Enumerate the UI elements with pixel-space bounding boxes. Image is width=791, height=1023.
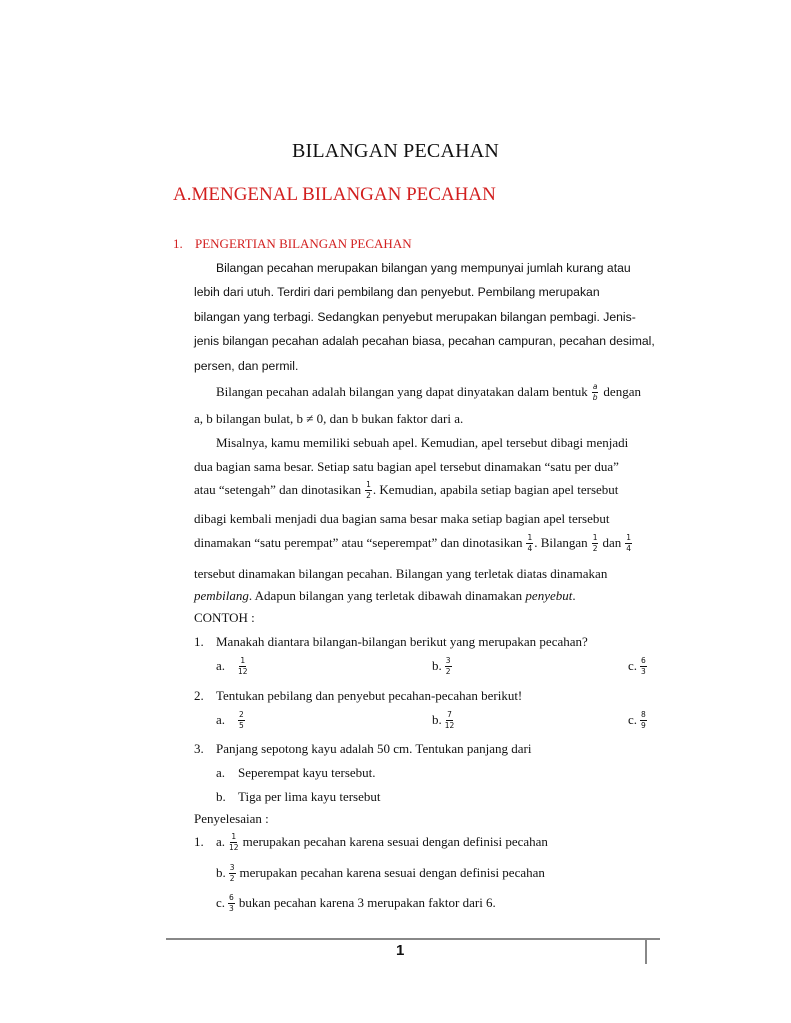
q2-option-b xyxy=(432,711,455,729)
fraction-1-4: $\frac{1}{4}$ xyxy=(527,533,533,553)
para1-line4: jenis bilangan pecahan adalah pecahan biasa, pecahan campuran, pecahan desimal, xyxy=(194,334,655,348)
option-label-b: b. xyxy=(432,712,442,727)
term-penyebut: penyebut xyxy=(525,588,573,603)
fraction-2-5: $\frac{2}{5}$ xyxy=(239,710,244,730)
question-2-number: 2. xyxy=(194,688,204,703)
item-label-b: b. xyxy=(216,789,226,804)
question-1-text: Manakah diantara bilangan-bilangan berikut yang merupakan pecahan? xyxy=(216,634,588,649)
q1-option-b xyxy=(432,657,453,675)
fraction-1-2: $\frac{1}{2}$ xyxy=(366,480,371,500)
para2-line2: a, b bilangan bulat, b ≠ 0, dan b bukan faktor dari a. xyxy=(194,411,464,426)
footer-vertical-bar xyxy=(645,938,647,964)
option-label-a: a. xyxy=(216,658,226,673)
solution-label-b: b. xyxy=(216,865,226,880)
solution-label-c: c. xyxy=(216,895,226,910)
question-3-text: Panjang sepotong kayu adalah 50 cm. Tentukan panjang dari xyxy=(216,741,532,756)
fraction-3-2: $\frac{3}{2}$ xyxy=(445,656,451,676)
option-label-a: a. xyxy=(216,712,226,727)
q2-option-a xyxy=(216,711,246,729)
contoh-label: CONTOH : xyxy=(194,610,255,625)
solution-label-a: a. xyxy=(216,834,226,849)
para1-line1: Bilangan pecahan merupakan bilangan yang mempunyai jumlah kurang atau xyxy=(216,261,631,275)
term-pembilang: pembilang xyxy=(194,588,249,603)
fraction-6-3: $\frac{6}{3}$ xyxy=(229,893,234,913)
para3-line5-dan: dan xyxy=(602,535,622,550)
fraction-3-2: $\frac{3}{2}$ xyxy=(229,863,235,883)
footer-divider xyxy=(166,938,660,940)
para1-line5: persen, dan permil. xyxy=(194,359,299,373)
para3-line5-mid: . Bilangan xyxy=(534,535,588,550)
para3-line5 xyxy=(194,534,633,552)
q3-item-b xyxy=(216,789,381,805)
page-number: 1 xyxy=(396,942,405,959)
question-1 xyxy=(194,634,588,650)
q2-option-c xyxy=(628,711,648,729)
question-3 xyxy=(194,741,531,757)
subsection-label: PENGERTIAN BILANGAN PECAHAN xyxy=(195,236,412,251)
solution-1-number: 1. xyxy=(194,834,204,849)
page-title: BILANGAN PECAHAN xyxy=(291,140,500,162)
fraction-7-12: $\frac{7}{12}$ xyxy=(444,710,455,730)
para3-line7-end: . xyxy=(572,588,576,603)
question-1-number: 1. xyxy=(194,634,204,649)
subsection-heading xyxy=(173,236,412,252)
fraction-1-2: $\frac{1}{2}$ xyxy=(592,533,598,553)
solution-1a-text: merupakan pecahan karena sesuai dengan definisi pecahan xyxy=(242,834,548,849)
para3-line5-pre: dinamakan “satu perempat” atau “seperempat” dan dinotasikan xyxy=(194,535,523,550)
option-label-c: c. xyxy=(628,712,638,727)
q3-item-a-text: Seperempat kayu tersebut. xyxy=(238,765,376,780)
para2-text-post: dengan xyxy=(603,384,641,399)
option-label-b: b. xyxy=(432,658,442,673)
q1-option-c xyxy=(628,657,648,675)
item-label-a: a. xyxy=(216,765,226,780)
fraction-a-over-b: $\frac{a}{b}$ xyxy=(592,382,598,402)
para3-line2: dua bagian sama besar. Setiap satu bagian apel tersebut dinamakan “satu per dua” xyxy=(194,459,619,474)
section-heading-a: A.MENGENAL BILANGAN PECAHAN xyxy=(173,184,496,205)
para2-line1 xyxy=(216,383,652,401)
fraction-1-12: $\frac{1}{12}$ xyxy=(238,656,248,676)
subsection-number: 1. xyxy=(173,236,183,251)
question-3-number: 3. xyxy=(194,741,204,756)
para3-line7-mid: . Adapun bilangan yang terletak dibawah dinamakan xyxy=(248,588,523,603)
penyelesaian-label: Penyelesaian : xyxy=(194,811,269,826)
para1-line3: bilangan yang terbagi. Sedangkan penyebut merupakan bilangan pembagi. Jenis- xyxy=(194,310,636,324)
fraction-6-3: $\frac{6}{3}$ xyxy=(641,656,646,676)
question-2-text: Tentukan pebilang dan penyebut pecahan-pecahan berikut! xyxy=(216,688,523,703)
para2-text-pre: Bilangan pecahan adalah bilangan yang dapat dinyatakan dalam bentuk xyxy=(216,384,588,399)
para3-line3-post: . Kemudian, apabila setiap bagian apel tersebut xyxy=(372,482,619,497)
para3-line4: dibagi kembali menjadi dua bagian sama besar maka setiap bagian apel tersebut xyxy=(194,511,610,526)
para3-line1: Misalnya, kamu memiliki sebuah apel. Kemudian, apel tersebut dibagi menjadi xyxy=(216,435,629,450)
fraction-8-9: $\frac{8}{9}$ xyxy=(641,710,646,730)
para3-line3 xyxy=(194,481,618,499)
para3-line3-pre: atau “setengah” dan dinotasikan xyxy=(194,482,362,497)
question-2 xyxy=(194,688,522,704)
para1-line2: lebih dari utuh. Terdiri dari pembilang dan penyebut. Pembilang merupakan xyxy=(194,285,600,299)
solution-1a xyxy=(194,833,548,851)
para3-line6: tersebut dinamakan bilangan pecahan. Bilangan yang terletak diatas dinamakan xyxy=(194,566,608,581)
solution-1b xyxy=(216,864,545,882)
para3-line7 xyxy=(194,588,576,604)
fraction-1-12: $\frac{1}{12}$ xyxy=(229,832,239,852)
option-label-c: c. xyxy=(628,658,638,673)
fraction-1-4: $\frac{1}{4}$ xyxy=(626,533,632,553)
solution-1c-text: bukan pecahan karena 3 merupakan faktor dari 6. xyxy=(238,895,496,910)
solution-1c xyxy=(216,894,496,912)
q1-option-a xyxy=(216,657,249,675)
solution-1b-text: merupakan pecahan karena sesuai dengan definisi pecahan xyxy=(239,865,545,880)
q3-item-b-text: Tiga per lima kayu tersebut xyxy=(238,789,381,804)
q3-item-a xyxy=(216,765,376,781)
